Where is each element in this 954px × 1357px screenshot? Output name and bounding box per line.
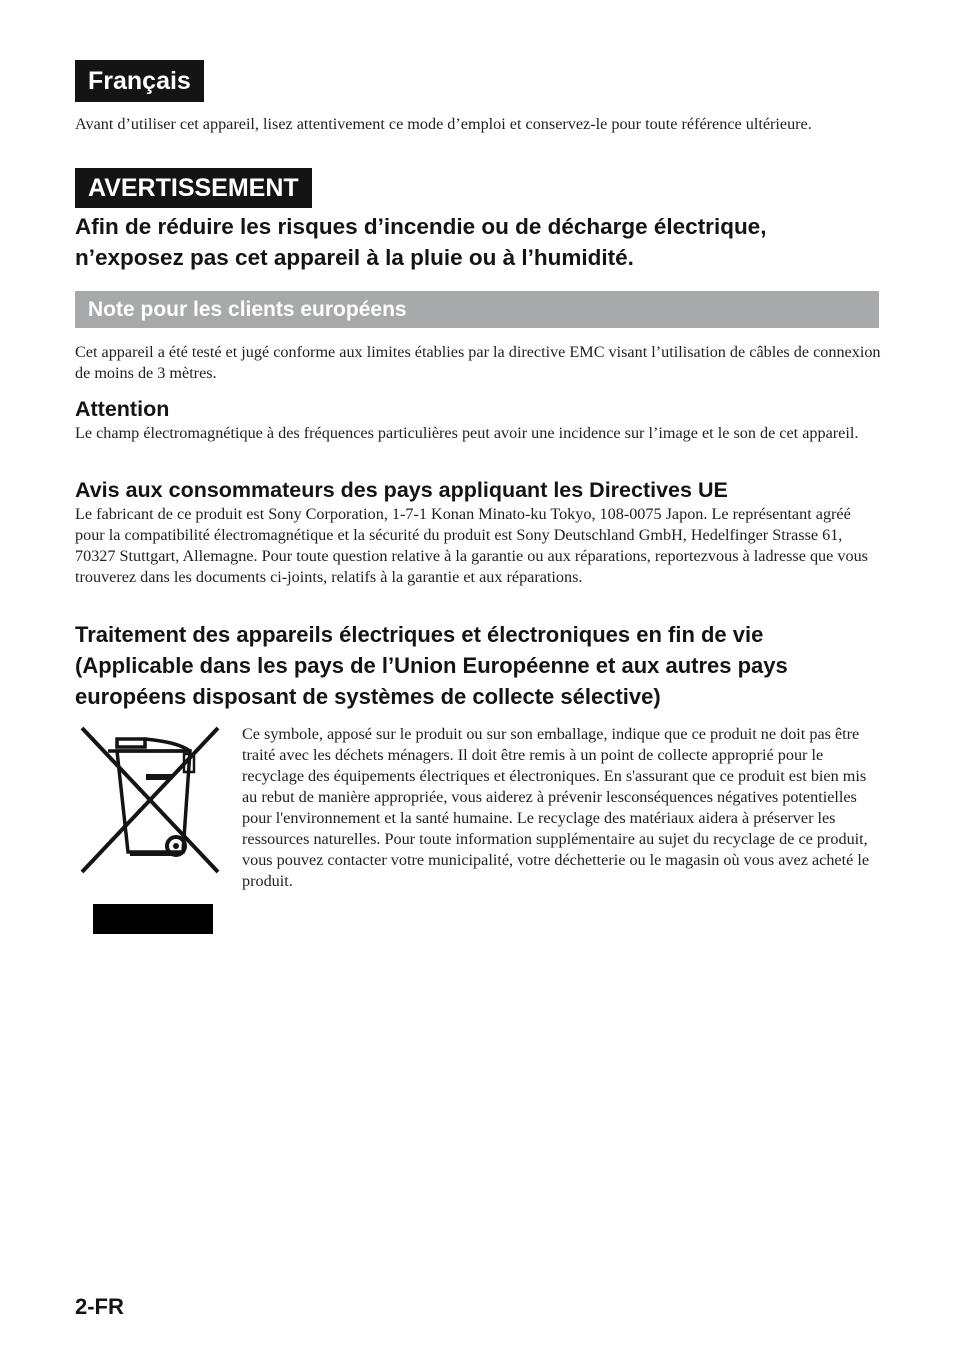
crossed-out-wheelie-bin-icon bbox=[80, 724, 224, 938]
eu-note-heading: Note pour les clients européens bbox=[88, 298, 407, 321]
directives-body: Le fabricant de ce produit est Sony Corporation, 1-7-1 Konan Minato-ku Tokyo, 108-0075 Japon. Le représentant agréé pour la compatibilité électromagnétique et la sécurité du produit est Sony Deutschland GmbH, Hedelfinger Strasse 61, 70327 Stuttgart, Allemagne. Pour toute question relative à la garantie ou aux réparations, reportezvous à ladresse que vous trouverez dans les documents ci-joints, relatifs à la garantie et aux réparations. bbox=[75, 505, 868, 586]
warning-text-line1: Afin de réduire les risques d’incendie ou de décharge électrique, bbox=[75, 214, 767, 239]
attention-heading: Attention bbox=[75, 397, 170, 421]
warning-text bbox=[75, 211, 885, 273]
directives-heading: Avis aux consommateurs des pays appliquant les Directives UE bbox=[75, 478, 728, 502]
warning-text-line2: n’exposez pas cet appareil à la pluie ou à l’humidité. bbox=[75, 245, 634, 270]
disposal-heading-line3: européens disposant de systèmes de collecte sélective) bbox=[75, 684, 661, 709]
disposal-heading-line1: Traitement des appareils électriques et électroniques en fin de vie bbox=[75, 622, 764, 647]
eu-note-body: Cet appareil a été testé et jugé conforme aux limites établies par la directive EMC visant l’utilisation de câbles de connexion de moins de 3 mètres. bbox=[75, 343, 881, 382]
warning-label: AVERTISSEMENT bbox=[75, 168, 312, 208]
language-tab: Français bbox=[75, 60, 204, 102]
attention-body: Le champ électromagnétique à des fréquences particulières peut avoir une incidence sur l’image et le son de cet appareil. bbox=[75, 424, 859, 442]
eu-note-banner bbox=[75, 291, 879, 328]
disposal-heading bbox=[75, 619, 935, 712]
intro-text: Avant d’utiliser cet appareil, lisez attentivement ce mode d’emploi et conservez-le pour toute référence ultérieure. bbox=[75, 115, 812, 133]
disposal-body: Ce symbole, apposé sur le produit ou sur son emballage, indique que ce produit ne doit pas être traité avec les déchets ménagers. Il doit être remis à un point de collecte approprié pour le recyclage des équipements électriques et électroniques. En s'assurant que ce produit est bien mis au rebut de manière appropriée, vous aiderez à prévenir lesconséquences négatives potentielles pour l'environnement et la santé humaine. Le recyclage des matériaux aidera à préserver les ressources naturelles. Pour toute information supplémentaire au sujet du recyclage de ce produit, vous pouvez contacter votre municipalité, votre déchetterie ou le magasin où vous avez acheté le produit. bbox=[242, 725, 870, 890]
disposal-heading-line2: (Applicable dans les pays de l’Union Européenne et aux autres pays bbox=[75, 653, 788, 678]
page-number: 2-FR bbox=[75, 1294, 124, 1319]
